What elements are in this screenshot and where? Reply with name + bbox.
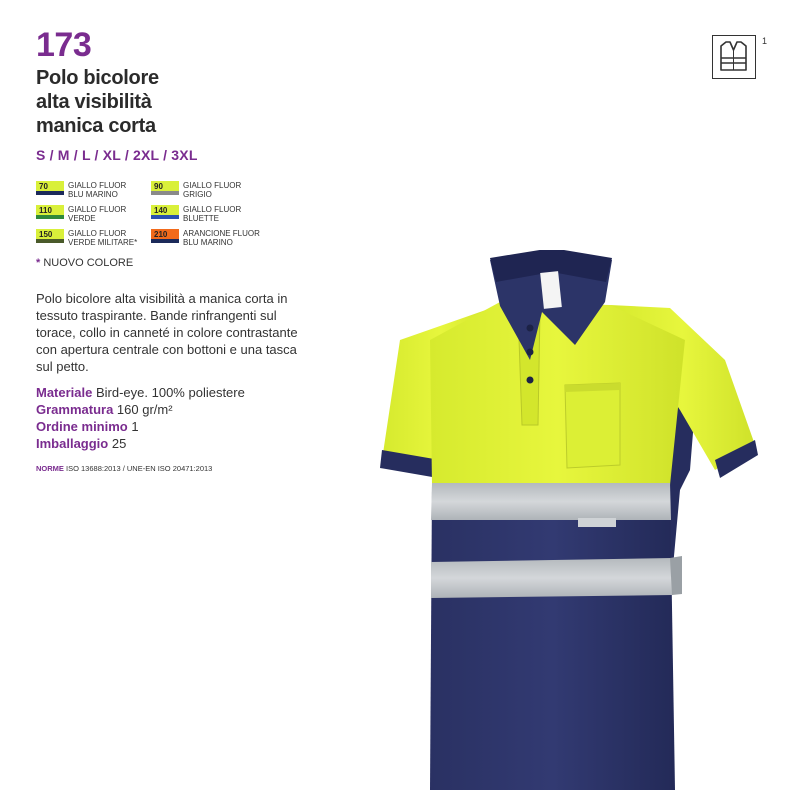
color-swatch — [151, 181, 241, 199]
swatch-label: BLU MARINO — [183, 238, 233, 247]
swatch-label: GIALLO FLUOR — [68, 205, 127, 214]
spec-value: 1 — [127, 419, 139, 434]
swatch-label: VERDE MILITARE* — [68, 238, 138, 247]
swatch-label: BLU MARINO — [68, 190, 118, 199]
title-line: Polo bicolore — [36, 67, 159, 89]
swatch-chip: 110 — [36, 205, 64, 219]
polo-shirt-image — [370, 250, 770, 800]
swatch-chip: 140 — [151, 205, 179, 219]
spec-key: Grammatura — [36, 402, 114, 417]
spec-key: Materiale — [36, 385, 93, 400]
title-line: alta visibilità — [36, 91, 152, 113]
swatch-chip: 70 — [36, 181, 64, 195]
swatch-label: ARANCIONE FLUOR — [183, 229, 260, 238]
spec-key: Imballaggio — [36, 436, 109, 451]
protection-class-number: 1 — [762, 36, 768, 46]
swatch-label: GIALLO FLUOR — [183, 205, 242, 214]
swatch-label: GIALLO FLUOR — [68, 229, 127, 238]
swatch-label: GRIGIO — [183, 190, 212, 199]
spec-value: 160 gr/m² — [113, 402, 173, 417]
spec-row — [36, 435, 245, 452]
swatch-label: GIALLO FLUOR — [183, 181, 242, 190]
standards-note — [36, 464, 212, 473]
swatch-label: GIALLO FLUOR — [68, 181, 127, 190]
standards-key: NORME — [36, 464, 64, 473]
new-color-star: * — [36, 257, 41, 269]
spec-value: Bird-eye. 100% poliestere — [92, 385, 245, 400]
product-code: 173 — [36, 26, 92, 64]
hi-vis-vest-icon — [712, 35, 756, 79]
spec-row — [36, 401, 245, 418]
swatch-label: BLUETTE — [183, 214, 220, 223]
color-swatch — [36, 181, 126, 199]
color-swatch — [36, 205, 126, 223]
new-color-label: NUOVO COLORE — [43, 257, 134, 269]
swatch-chip: 210 — [151, 229, 179, 243]
spec-row — [36, 418, 245, 435]
spec-list — [36, 384, 245, 452]
spec-row — [36, 384, 245, 401]
swatch-chip: 90 — [151, 181, 179, 195]
spec-value: 25 — [108, 436, 127, 451]
color-swatch — [151, 229, 260, 247]
swatch-label: VERDE — [68, 214, 96, 223]
spec-key: Ordine minimo — [36, 419, 128, 434]
product-description: Polo bicolore alta visibilità a manica corta in tessuto traspirante. Bande rinfrangenti sul torace, collo in canneté in colore contrastante con apertura centrale con bottoni e una tasca sul petto. — [36, 291, 298, 374]
color-swatch — [36, 229, 137, 247]
swatch-chip: 150 — [36, 229, 64, 243]
product-title — [36, 66, 159, 138]
new-color-note — [36, 257, 133, 269]
title-line: manica corta — [36, 115, 156, 137]
size-range: S / M / L / XL / 2XL / 3XL — [36, 147, 198, 163]
standards-value: ISO 13688:2013 / UNE-EN ISO 20471:2013 — [63, 464, 213, 473]
color-swatch — [151, 205, 241, 223]
